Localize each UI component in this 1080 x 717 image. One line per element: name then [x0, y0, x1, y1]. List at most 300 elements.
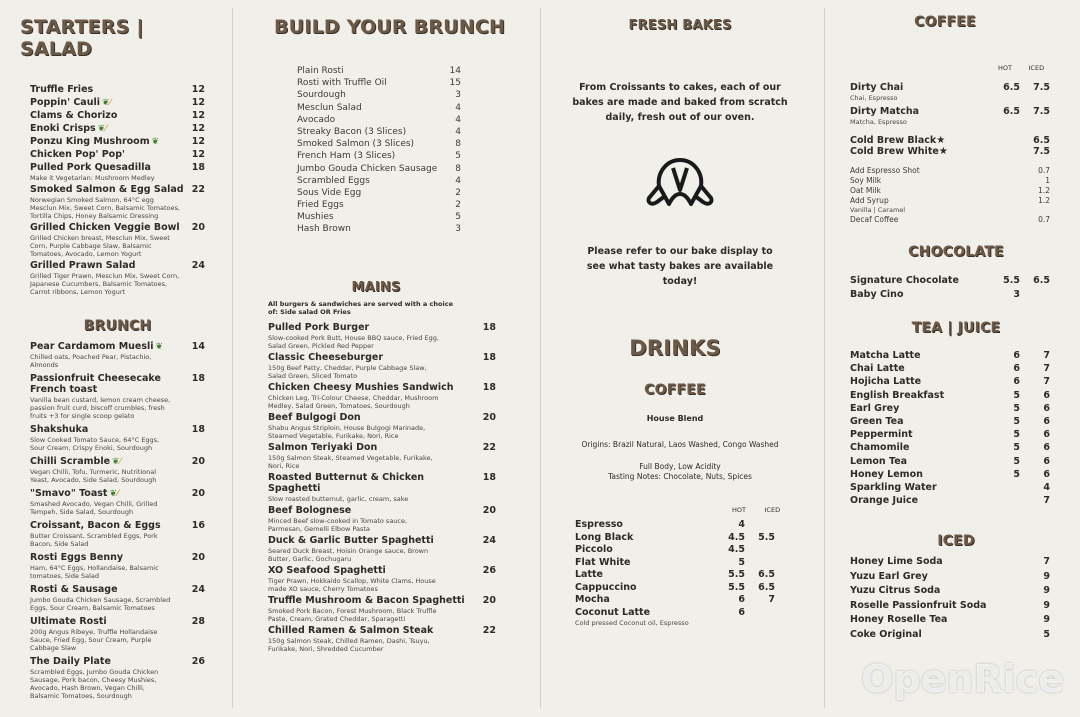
- item-description: Smashed Avocado, Vegan Chilli, Grilled Tempeh, Side Salad, Sourdough: [30, 500, 158, 516]
- hot-price: 5: [1013, 455, 1020, 467]
- item-price: 1.2: [1038, 186, 1050, 195]
- drinks-coffee-title: COFFEE: [644, 382, 706, 398]
- item-price: 26: [482, 565, 496, 576]
- item-name: Earl Grey: [850, 402, 900, 414]
- leaf-icon: ❦: [155, 342, 164, 352]
- iced-label: ICED: [1028, 64, 1045, 72]
- item-description: Grilled Tiger Prawn, Mesclun Mix, Sweet Corn, Japanese Cucumbers, Balsamic Tomatoes, Carrot ribbons, Lemon Yogurt: [30, 272, 180, 296]
- menu-item-row: [297, 90, 461, 100]
- item-description: Scrambled Eggs, Jumbo Gouda Chicken Sausage, Pork bacon, Cheesy Mushies, Avocado, Hash Brown, Vegan Chilli, Balsamic Tomatoes, Sourdough: [30, 668, 159, 700]
- item-name: Flat White: [575, 556, 631, 568]
- item-description: Make it Vegetarian: Mushroom Medley: [30, 174, 155, 182]
- chili-icon: ⁄: [116, 489, 119, 499]
- item-name: Espresso: [575, 519, 623, 530]
- item-price: 7.5: [1033, 146, 1050, 157]
- item-price: 5: [455, 212, 461, 223]
- menu-item: [297, 66, 461, 76]
- hot-price: 5: [1013, 389, 1020, 401]
- item-name: Roselle Passionfruit Soda: [850, 599, 987, 611]
- item-description: Vanilla | Caramel: [850, 206, 906, 214]
- hot-price: 5: [1013, 442, 1020, 454]
- menu-item-row: [297, 78, 461, 88]
- menu-item: [268, 535, 496, 563]
- menu-item: [850, 571, 1050, 582]
- item-description: Seared Duck Breast, Hoisin Orange sauce, Brown Butter, Garlic, Gochugaru: [268, 547, 429, 563]
- item-name: Piccolo: [575, 544, 613, 555]
- menu-item: [268, 442, 496, 470]
- menu-item-row: [297, 66, 461, 76]
- leaf-icon: ❦: [97, 124, 106, 134]
- menu-item: [850, 482, 1050, 493]
- item-price: 20: [191, 456, 205, 467]
- menu-item: [30, 260, 205, 296]
- iced-price: 7.5: [1033, 82, 1050, 93]
- item-name: Ponzu King Mushroom: [30, 136, 150, 147]
- item-price: 5: [455, 151, 461, 162]
- item-description: Vegan Chilli, Tofu, Turmeric, Nutritional Yeast, Avocado, Side Salad, Sourdough: [30, 468, 157, 484]
- iced-price: 7: [768, 594, 775, 605]
- item-description: Slow roasted butternut, garlic, cream, sake: [268, 495, 409, 503]
- item-name: Oat Milk: [850, 186, 881, 195]
- item-price: 18: [482, 382, 496, 393]
- menu-item: [268, 595, 496, 623]
- item-name: Honey Lime Soda: [850, 556, 943, 567]
- item-name: Poppin' Cauli: [30, 97, 100, 108]
- menu-item: [30, 552, 205, 580]
- item-name: Pulled Pork Burger: [268, 322, 370, 333]
- menu-item-row: [268, 322, 496, 333]
- menu-item-row: [850, 350, 1050, 361]
- item-price: 20: [191, 222, 205, 233]
- menu-item-row: [850, 275, 1050, 286]
- hot-price: 6.5: [1003, 82, 1020, 93]
- item-name: Grilled Prawn Salad: [30, 260, 136, 271]
- menu-item-row: [30, 552, 205, 563]
- hot-price: 3: [1013, 289, 1020, 300]
- menu-item: [850, 376, 1050, 387]
- menu-item: [30, 656, 205, 700]
- tasting-notes: Tasting Notes: Chocolate, Nuts, Spices: [608, 472, 752, 481]
- item-name: The Daily Plate: [30, 656, 111, 667]
- drinks-header: [718, 506, 780, 514]
- menu-item: [30, 136, 205, 147]
- item-description: Chicken Leg, Tri-Colour Cheese, Cheddar, Mushroom Medley, Salad Green, Tomatoes, Sourdough: [268, 394, 439, 410]
- item-name: Add Espresso Shot: [850, 166, 920, 175]
- item-name: Jumbo Gouda Chicken Sausage: [297, 163, 438, 174]
- menu-item: [850, 275, 1050, 286]
- item-name: Peppermint: [850, 429, 913, 441]
- item-price: 9: [1043, 570, 1050, 582]
- item-price: 7: [1043, 556, 1050, 567]
- chili-icon: ⁄: [119, 457, 122, 467]
- leaf-icon: ❦: [151, 137, 160, 147]
- coffee-title: COFFEE: [914, 14, 976, 30]
- menu-item: [297, 139, 461, 149]
- item-name: Croissant, Bacon & Eggs: [30, 520, 161, 531]
- menu-item: [30, 424, 205, 452]
- menu-item: [850, 600, 1050, 611]
- item-name: Duck & Garlic Butter Spaghetti: [268, 535, 434, 546]
- starters-list: [30, 84, 205, 296]
- origins: Origins: Brazil Natural, Laos Washed, Congo Washed: [581, 440, 779, 449]
- menu-item: [30, 149, 205, 160]
- menu-item-row: [30, 162, 205, 173]
- item-name: Yuzu Citrus Soda: [850, 585, 941, 596]
- menu-item: [30, 373, 205, 420]
- menu-item-row: [268, 352, 496, 363]
- item-price: 26: [191, 656, 205, 667]
- brunch-title: BRUNCH: [83, 318, 152, 334]
- item-price: 24: [482, 535, 496, 546]
- bakes-title: FRESH BAKES: [628, 18, 732, 33]
- item-price: 0.7: [1038, 166, 1050, 175]
- build-list: [297, 66, 461, 237]
- menu-item-row: [850, 146, 1050, 157]
- item-price: 20: [482, 412, 496, 423]
- item-name: Soy Milk: [850, 176, 882, 185]
- menu-item-row: [30, 488, 205, 499]
- menu-item-row: [268, 625, 496, 636]
- hot-price: 5: [1013, 429, 1020, 441]
- item-name: Salmon Teriyaki Don: [268, 442, 378, 453]
- menu-item: [850, 350, 1050, 361]
- item-price: 9: [1043, 585, 1050, 596]
- iced-price: 7: [1043, 495, 1050, 507]
- hot-price: 5: [1013, 402, 1020, 414]
- menu-item: [575, 594, 775, 605]
- menu-item: [850, 289, 1050, 300]
- iced-price: 5.5: [758, 531, 775, 543]
- item-name: Ultimate Rosti: [30, 616, 107, 627]
- menu-item: [575, 582, 775, 593]
- menu-item-row: [30, 110, 205, 121]
- menu-item-row: [850, 376, 1050, 387]
- bakes-intro: From Croissants to cakes, each of our bakes are made and baked from scratch daily, fresh out of our oven.: [572, 82, 788, 123]
- iced-price: 6: [1043, 468, 1050, 480]
- item-name: Signature Chocolate: [850, 275, 959, 286]
- menu-item: [297, 115, 461, 125]
- chocolate-title: CHOCOLATE: [908, 244, 1004, 260]
- item-name: Pear Cardamom Muesli: [30, 341, 154, 352]
- item-name: Enoki Crisps: [30, 123, 96, 134]
- menu-item-row: [297, 127, 461, 137]
- item-price: 18: [482, 352, 496, 363]
- item-name: Grilled Chicken Veggie Bowl: [30, 222, 180, 233]
- menu-item-row: [850, 429, 1050, 440]
- item-description: Ham, 64°C Eggs, Hollandaise, Balsamic tomatoes, Side Salad: [30, 564, 159, 580]
- menu-item: [575, 569, 775, 580]
- starters-title: STARTERS | SALAD: [20, 16, 144, 60]
- item-name: Chilled Ramen & Salmon Steak: [268, 625, 434, 636]
- menu-item-row: [30, 520, 205, 531]
- item-name: Sous Vide Egg: [297, 187, 362, 198]
- menu-item: [850, 186, 1050, 195]
- hot-price: 5.5: [728, 569, 745, 580]
- item-name: English Breakfast: [850, 389, 945, 401]
- item-price: 28: [191, 616, 205, 627]
- iced-price: 6.5: [1033, 275, 1050, 286]
- column-bakes-drinks: [555, 0, 805, 717]
- item-price: 12: [191, 110, 205, 121]
- item-name: Baby Cino: [850, 289, 904, 300]
- menu-item-row: [30, 123, 205, 134]
- item-name: Avocado: [297, 114, 336, 125]
- menu-item-row: [850, 456, 1050, 467]
- item-name: Rosti with Truffle Oil: [297, 78, 387, 89]
- menu-item: [850, 176, 1050, 185]
- menu-item-row: [850, 82, 1050, 93]
- menu-item: [30, 84, 205, 95]
- item-description: Cold pressed Coconut oil, Espresso: [575, 618, 689, 627]
- item-name: Add Syrup: [850, 196, 889, 205]
- item-name: Yuzu Earl Grey: [850, 570, 928, 582]
- item-name: Mocha: [575, 594, 610, 605]
- item-name: XO Seafood Spaghetti: [268, 565, 386, 576]
- hot-price: 5.5: [1003, 275, 1020, 286]
- menu-item: [297, 188, 461, 198]
- leaf-icon: ❦: [109, 489, 117, 499]
- brunch-list: [30, 341, 205, 704]
- build-title: BUILD YOUR BRUNCH: [274, 16, 506, 38]
- menu-item-row: [297, 115, 461, 125]
- item-name: Fried Eggs: [297, 200, 344, 211]
- hot-label: HOT: [732, 506, 746, 514]
- item-name: Orange Juice: [850, 495, 919, 507]
- item-description: Norwegian Smoked Salmon, 64°C egg Mesclun Mix, Sweet Corn, Balsamic Tomatoes, Tortilla Chips, Honey Balsamic Dressing: [30, 196, 180, 220]
- menu-item-row: [850, 196, 1050, 205]
- item-description: Shabu Angus Striploin, House Bulgogi Marinade, Steamed Vegetable, Furikake, Nori, Rice: [268, 424, 426, 440]
- menu-item: [30, 616, 205, 652]
- item-name: Mushies: [297, 212, 334, 223]
- menu-item-row: [850, 106, 1050, 117]
- item-price: 16: [191, 520, 205, 531]
- iced-price: 6.5: [758, 581, 775, 593]
- item-price: 20: [191, 488, 205, 499]
- item-price: 14: [191, 341, 205, 352]
- divider: [824, 8, 825, 708]
- iced-price: 6: [1043, 415, 1050, 427]
- item-price: 14: [449, 66, 461, 76]
- menu-item: [297, 78, 461, 88]
- item-description: Jumbo Gouda Chicken Sausage, Scrambled Eggs, Sour Cream, Balsamic Tomatoes: [30, 596, 171, 612]
- menu-item-row: [575, 519, 775, 530]
- menu-item: [30, 456, 205, 484]
- menu-item: [268, 322, 496, 350]
- iced-price: 6: [1043, 402, 1050, 414]
- menu-item-row: [30, 424, 205, 435]
- chili-icon: ⁄: [105, 124, 107, 134]
- item-price: 24: [191, 260, 205, 271]
- item-price: 18: [191, 424, 205, 435]
- drinks-list: [575, 519, 775, 628]
- item-name: Beef Bulgogi Don: [268, 412, 361, 423]
- item-price: 15: [449, 78, 461, 89]
- menu-item-row: [30, 222, 205, 233]
- item-name: Matcha Latte: [850, 350, 921, 361]
- menu-item: [850, 146, 1050, 157]
- coffee-list: [850, 82, 1050, 130]
- menu-item: [850, 629, 1050, 640]
- menu-item: [850, 166, 1050, 175]
- tea-list: [850, 350, 1050, 508]
- item-name: Chilli Scramble: [30, 456, 111, 467]
- item-name: French Ham (3 Slices): [297, 151, 396, 162]
- menu-item-row: [297, 176, 461, 186]
- menu-item-row: [30, 341, 205, 352]
- item-description: 150g Beef Patty, Cheddar, Purple Cabbage Slaw, Salad Green, Sliced Tomato: [268, 364, 427, 380]
- menu-item: [297, 151, 461, 161]
- item-price: 12: [191, 149, 205, 160]
- menu-item: [297, 200, 461, 210]
- menu-item-row: [575, 557, 775, 568]
- item-name: Rosti Eggs Benny: [30, 552, 124, 563]
- menu-item: [850, 82, 1050, 102]
- menu-item: [30, 222, 205, 258]
- menu-item-row: [850, 416, 1050, 427]
- menu-item-row: [268, 535, 496, 546]
- item-name: Hash Brown: [297, 224, 351, 235]
- menu-item-row: [850, 482, 1050, 493]
- item-description: 200g Angus Ribeye, Truffle Hollandaise Sauce, Fried Egg, Sour Cream, Purple Cabbage Slaw: [30, 628, 158, 652]
- item-name: Smoked Salmon (3 Slices): [297, 139, 415, 150]
- menu-item: [268, 505, 496, 533]
- item-description: Matcha, Espresso: [850, 118, 907, 126]
- menu-item-row: [850, 600, 1050, 611]
- menu-item-row: [297, 139, 461, 149]
- menu-item: [850, 614, 1050, 625]
- item-name: Green Tea: [850, 415, 904, 427]
- item-description: Vanilla bean custard, lemon cream cheese, passion fruit curd, biscoff crumbles, fresh fruits +3 for single scoop gelato: [30, 396, 171, 420]
- menu-item-row: [575, 544, 775, 555]
- item-name: Chicken Cheesy Mushies Sandwich: [268, 382, 454, 393]
- menu-item-row: [30, 656, 205, 667]
- menu-item-row: [297, 151, 461, 161]
- item-price: 24: [191, 584, 205, 595]
- item-price: 0.7: [1038, 215, 1050, 224]
- mains-note: All burgers & sandwiches are served with a choice of: Side salad OR Fries: [268, 300, 453, 316]
- item-price: 9: [1043, 614, 1050, 625]
- menu-item-row: [850, 186, 1050, 195]
- item-price: 5: [1043, 628, 1050, 640]
- hot-price: 6: [1013, 376, 1020, 388]
- menu-item: [268, 565, 496, 593]
- menu-item: [850, 416, 1050, 427]
- bakes-note: Please refer to our bake display to see what tasty bakes are available today!: [586, 246, 774, 287]
- iced-price: 4: [1043, 481, 1050, 493]
- item-price: 20: [482, 595, 496, 606]
- item-price: 8: [455, 163, 461, 174]
- menu-item: [850, 585, 1050, 596]
- hot-price: 4: [738, 519, 745, 530]
- item-name: Hojicha Latte: [850, 376, 922, 388]
- item-name: Clams & Chorizo: [30, 110, 118, 121]
- item-price: 18: [191, 162, 205, 173]
- leaf-icon: ❦: [101, 98, 110, 108]
- iced-price: 7: [1043, 350, 1050, 361]
- menu-item-row: [297, 212, 461, 222]
- item-name: Chamomile: [850, 442, 910, 454]
- body-note: Full Body, Low Acidity: [639, 462, 721, 471]
- item-price: 22: [482, 442, 496, 453]
- item-name: Lemon Tea: [850, 455, 908, 467]
- iced-price: 6: [1043, 455, 1050, 467]
- hot-price: 6: [738, 594, 745, 605]
- item-price: 22: [482, 625, 496, 636]
- coffee-header: [988, 64, 1044, 72]
- menu-item: [297, 224, 461, 234]
- item-price: 12: [191, 84, 205, 95]
- item-price: 2: [455, 187, 461, 198]
- hot-price: 4.5: [728, 531, 745, 543]
- item-name: Scrambled Eggs: [297, 175, 370, 186]
- item-name: Rosti & Sausage: [30, 584, 118, 595]
- menu-item-row: [30, 136, 205, 147]
- item-name: Classic Cheeseburger: [268, 352, 384, 363]
- menu-item-row: [30, 84, 205, 95]
- menu-item: [297, 90, 461, 100]
- item-price: 12: [191, 123, 205, 134]
- item-price: 4: [455, 114, 461, 125]
- menu-item-row: [850, 403, 1050, 414]
- item-description: Chilled oats, Poached Pear, Pistachio, Almonds: [30, 353, 152, 369]
- menu-item: [575, 557, 775, 568]
- hot-price: 6: [738, 606, 745, 618]
- item-description: Slow Cooked Tomato Sauce, 64°C Eggs, Sour Cream, Crispy Enoki, Sourdough: [30, 436, 160, 452]
- menu-item: [297, 127, 461, 137]
- hot-price: 5: [1013, 415, 1020, 427]
- menu-item-row: [575, 607, 775, 618]
- item-name: Sparkling Water: [850, 481, 937, 493]
- item-price: 3: [455, 90, 461, 101]
- item-price: 4: [455, 102, 461, 113]
- menu-item: [297, 164, 461, 174]
- item-description: Slow-cooked Pork Butt, House BBQ sauce, Fried Egg, Salad Green, Pickled Red Pepper: [268, 334, 439, 350]
- hot-price: 5: [1013, 468, 1020, 480]
- menu-item: [30, 520, 205, 548]
- item-name: Chai Latte: [850, 363, 905, 375]
- hot-price: 6: [1013, 350, 1020, 361]
- menu-item-row: [850, 166, 1050, 175]
- menu-item: [30, 184, 205, 220]
- item-price: 12: [191, 136, 205, 147]
- menu-item: [297, 176, 461, 186]
- iced-list: [850, 556, 1050, 643]
- hot-price: 6: [1013, 363, 1020, 375]
- item-description: Smoked Pork Bacon, Forest Mushroom, Black Truffle Paste, Cream, Grated Cheddar, Sparagetti: [268, 607, 437, 623]
- menu-item-row: [297, 103, 461, 113]
- menu-item-row: [30, 373, 205, 395]
- menu-item-row: [268, 565, 496, 576]
- menu-item: [850, 363, 1050, 374]
- menu-item-row: [850, 495, 1050, 506]
- item-name: Roasted Butternut & Chicken Spaghetti: [268, 472, 425, 494]
- item-name: Latte: [575, 569, 603, 580]
- item-price: 4: [455, 126, 461, 137]
- item-name: Sourdough: [297, 90, 346, 101]
- item-name: Plain Rosti: [297, 66, 344, 76]
- item-name: Mesclun Salad: [297, 102, 362, 113]
- iced-price: 6: [1043, 429, 1050, 441]
- menu-item: [575, 544, 775, 555]
- menu-item-row: [850, 571, 1050, 582]
- menu-item-row: [850, 215, 1050, 224]
- item-price: 1.2: [1038, 196, 1050, 205]
- menu-item: [575, 519, 775, 530]
- divider: [540, 8, 541, 708]
- menu-item: [850, 135, 1050, 146]
- menu-item-row: [575, 532, 775, 543]
- menu-item-row: [850, 176, 1050, 185]
